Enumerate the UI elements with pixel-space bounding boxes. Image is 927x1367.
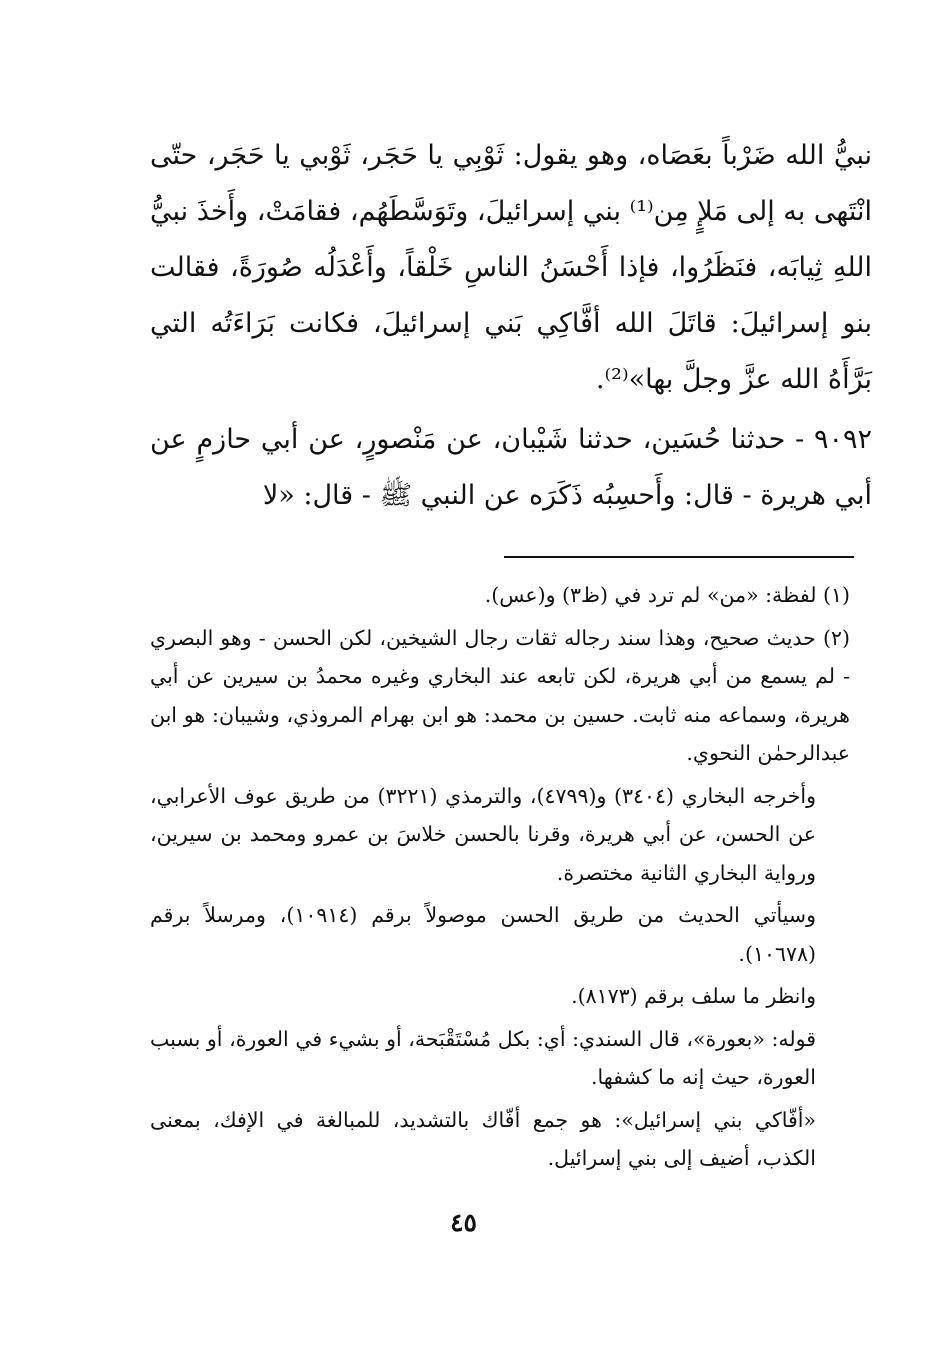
footnote-2: (٢) حديث صحيح، وهذا سند رجاله ثقات رجال الشيخين، لكن الحسن - وهو البصري - لم يسمع من أبي هريرة، لكن تابعه عند البخاري وغيره محمدُ بن سيرين عن أبي هريرة، وسماعه منه ثابت. حسين بن محمد: هو ابن بهرام المروذي، وشيبان: هو ابن عبدالرحمٰن النحوي. xyxy=(150,625,850,765)
footnote-2-takhrij: وأخرجه البخاري (٣٤٠٤) و(٤٧٩٩)، والترمذي (٣٢٢١) من طريق عوف الأعرابي، عن الحسن، عن أبي هريرة، وقرنا بالحسن خلاسَ بن عمرو ومحمد بن سيرين، ورواية البخاري الثانية مختصرة. xyxy=(150,783,816,885)
footnote-2-gloss-affaki: «أفّاكي بني إسرائيل»: هو جمع أفّاك بالتشديد، للمبالغة في الإفك، بمعنى الكذب، أضيف إلى بني إسرائيل. xyxy=(150,1107,816,1170)
footnote-2-gloss-awra: قوله: «بعورة»، قال السندي: أي: بكل مُسْتَقْبَحة، أو بشيء في العورة، أو بسبب العورة، حيث إنه ما كشفها. xyxy=(150,1026,816,1089)
footnotes xyxy=(150,576,850,1182)
footnote-2-see-also: وانظر ما سلف برقم (٨١٧٣). xyxy=(571,984,816,1008)
main-paragraph: نبيُّ الله ضَرْباً بعَصَاه، وهو يقول: ثَوْبِي يا حَجَر، ثَوْبي يا حَجَر، حتّى انْتَهى به إلى مَلإٍ مِن⁽¹⁾ بني إسرائيلَ، وتَوَسَّطَهُم، فقامَتْ، وأَخذَ نبيُّ اللهِ ثِيابَه، فنَظَرُوا، فإذا أَحْسَنُ الناسِ خَلْقاً، وأَعْدَلُه صُورَةً، فقالت بنو إسرائيلَ: قاتَلَ الله أفَّاكِي بَني إسرائيلَ، فكانت بَرَاءَتُه التي بَرَّأَهُ الله عزَّ وجلَّ بها»⁽²⁾. xyxy=(150,140,873,395)
hadith-paragraph: ٩٠٩٢ - حدثنا حُسَين، حدثنا شَيْبان، عن مَنْصورٍ، عن أبي حازمٍ عن أبي هريرة - قال: وأَحسِبُه ذَكَرَه عن النبي ﷺ - قال: «لا xyxy=(150,424,872,511)
main-text xyxy=(150,128,872,524)
footnote-divider xyxy=(504,556,854,558)
footnote-2-cross-ref: وسيأتي الحديث من طريق الحسن موصولاً برقم (١٠٩١٤)، ومرسلاً برقم (١٠٦٧٨). xyxy=(150,903,816,966)
footnote-1: (١) لفظة: «من» لم ترد في (ظ٣) و(عس). xyxy=(484,583,850,607)
page-number: ٤٥ xyxy=(450,1208,477,1237)
